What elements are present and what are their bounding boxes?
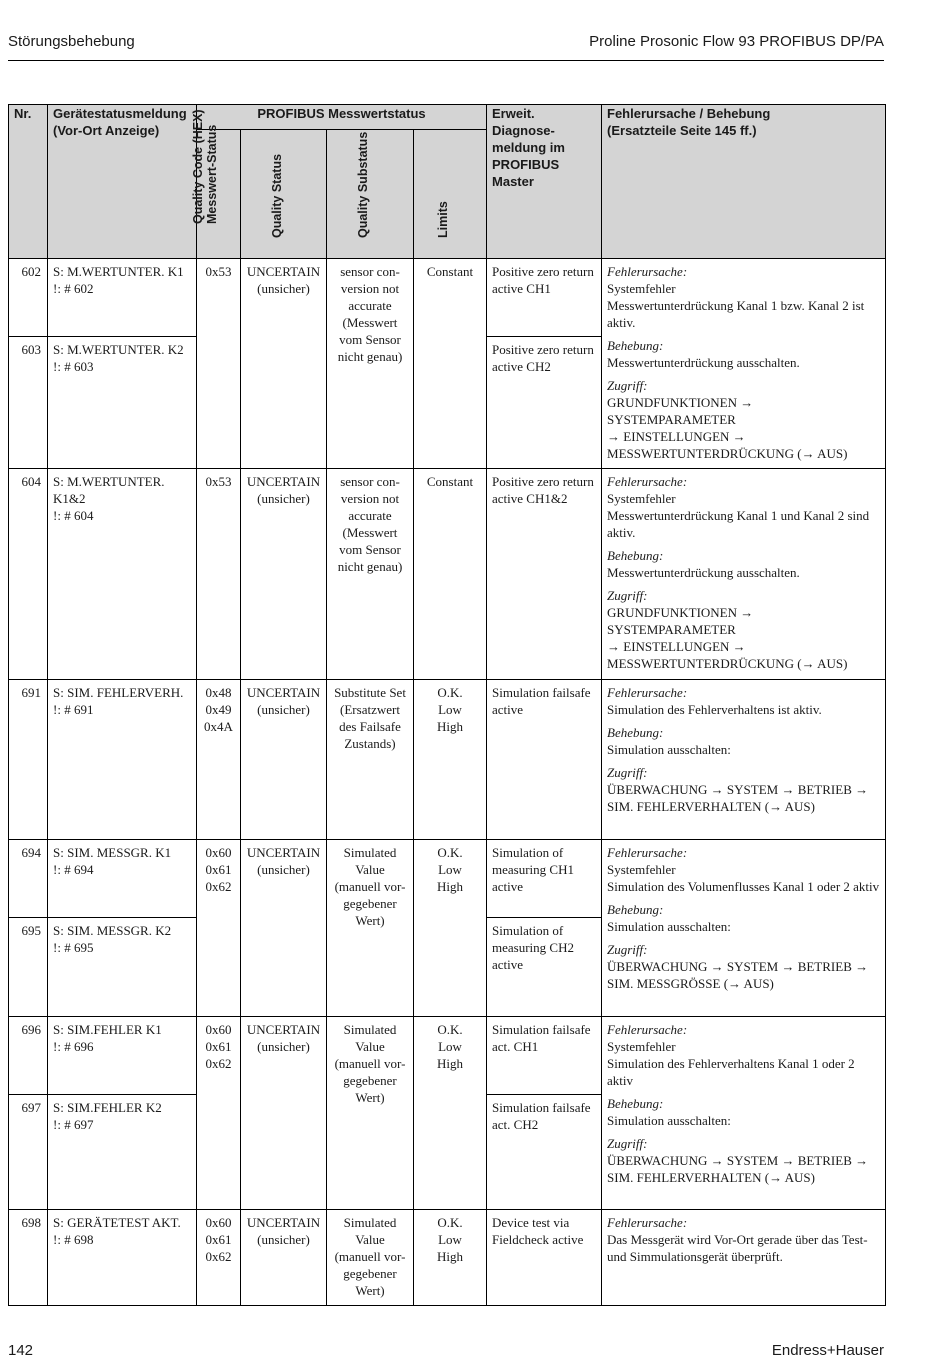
- quality-substatus: sensor con- version not accurate (Messwert vom Sensor nicht genau): [327, 259, 414, 469]
- diagnosis-table: [8, 104, 886, 1306]
- page-number: 142: [8, 1342, 34, 1359]
- row-number: 694: [9, 840, 48, 918]
- diagnosis-message: Positive zero return active CH1: [487, 259, 602, 337]
- quality-code: 0x60 0x61 0x62: [197, 1017, 241, 1210]
- table-row: [9, 1017, 886, 1095]
- brand-name: Endress+Hauser: [771, 1342, 884, 1359]
- quality-code: 0x60 0x61 0x62: [197, 1210, 241, 1306]
- header-quality-code: Quality Code (HEX) Messwert-Status: [197, 130, 241, 259]
- page-header: [8, 30, 884, 61]
- row-number: 696: [9, 1017, 48, 1095]
- cause-remedy: Fehlerursache: Systemfehler Messwertunterdrückung Kanal 1 und Kanal 2 sind aktiv. Behebung: Messwertunterdrückung ausschalten. Zugriff: GRUNDFUNKTIONEN → SYSTEMPARAMETER → EINSTELLUNGEN → MESSWERTUNTERDRÜCKUNG (→ AUS): [602, 469, 886, 680]
- header-cause-remedy: Fehlerursache / Behebung (Ersatzteile Seite 145 ff.): [602, 105, 886, 259]
- limits: O.K. Low High: [414, 1210, 487, 1306]
- status-message: S: M.WERTUNTER. K1 !: # 602: [48, 259, 197, 337]
- row-number: 695: [9, 918, 48, 1017]
- diagnosis-message: Positive zero return active CH1&2: [487, 469, 602, 680]
- table-row: [9, 840, 886, 918]
- limits: Constant: [414, 259, 487, 469]
- row-number: 602: [9, 259, 48, 337]
- cause-remedy: Fehlerursache: Systemfehler Simulation des Fehlerverhaltens Kanal 1 oder 2 aktiv Behebung: Simulation ausschalten: Zugriff: ÜBERWACHUNG → SYSTEM → BETRIEB → SIM. FEHLERVERHALTEN (→ AUS): [602, 1017, 886, 1210]
- status-message: S: SIM. MESSGR. K1 !: # 694: [48, 840, 197, 918]
- header-row-1: [9, 105, 886, 130]
- quality-status: UNCERTAIN (unsicher): [241, 259, 327, 469]
- cause-remedy: Fehlerursache: Das Messgerät wird Vor-Ort gerade über das Test- und Simmulationsgerät überprüft.: [602, 1210, 886, 1306]
- limits: O.K. Low High: [414, 680, 487, 840]
- cause-remedy: Fehlerursache: Systemfehler Messwertunterdrückung Kanal 1 bzw. Kanal 2 ist aktiv. Behebung: Messwertunterdrückung ausschalten. Zugriff: GRUNDFUNKTIONEN → SYSTEMPARAMETER → EINSTELLUNGEN → MESSWERTUNTERDRÜCKUNG (→ AUS): [602, 259, 886, 469]
- table-row: [9, 1210, 886, 1306]
- quality-substatus: Simulated Value (manuell vor- gegebener Wert): [327, 1210, 414, 1306]
- limits: Constant: [414, 469, 487, 680]
- quality-status: UNCERTAIN (unsicher): [241, 1210, 327, 1306]
- header-limits: Limits: [414, 130, 487, 259]
- document-title: Proline Prosonic Flow 93 PROFIBUS DP/PA: [589, 33, 884, 50]
- header-quality-substatus: Quality Substatus: [327, 130, 414, 259]
- table-row: [9, 680, 886, 840]
- quality-substatus: Substitute Set (Ersatzwert des Failsafe Zustands): [327, 680, 414, 840]
- row-number: 698: [9, 1210, 48, 1306]
- row-number: 697: [9, 1095, 48, 1210]
- quality-substatus: Simulated Value (manuell vor- gegebener Wert): [327, 840, 414, 1017]
- diagnosis-message: Simulation of measuring CH1 active: [487, 840, 602, 918]
- status-message: S: GERÄTETEST AKT. !: # 698: [48, 1210, 197, 1306]
- quality-status: UNCERTAIN (unsicher): [241, 469, 327, 680]
- header-status-message: Gerätestatusmeldung (Vor-Ort Anzeige): [48, 105, 197, 259]
- diagnosis-message: Simulation failsafe act. CH1: [487, 1017, 602, 1095]
- row-number: 691: [9, 680, 48, 840]
- status-message: S: M.WERTUNTER. K2 !: # 603: [48, 337, 197, 469]
- diagnosis-message: Positive zero return active CH2: [487, 337, 602, 469]
- row-number: 604: [9, 469, 48, 680]
- quality-status: UNCERTAIN (unsicher): [241, 680, 327, 840]
- quality-code: 0x53: [197, 259, 241, 469]
- quality-code: 0x60 0x61 0x62: [197, 840, 241, 1017]
- header-profibus-group: PROFIBUS Messwertstatus: [197, 105, 487, 130]
- diagnosis-message: Simulation failsafe act. CH2: [487, 1095, 602, 1210]
- quality-status: UNCERTAIN (unsicher): [241, 840, 327, 1017]
- header-nr: Nr.: [9, 105, 48, 259]
- page-footer: [8, 1340, 884, 1362]
- diagnosis-message: Simulation failsafe active: [487, 680, 602, 840]
- quality-status: UNCERTAIN (unsicher): [241, 1017, 327, 1210]
- status-message: S: SIM. MESSGR. K2 !: # 695: [48, 918, 197, 1017]
- limits: O.K. Low High: [414, 1017, 487, 1210]
- cause-remedy: Fehlerursache: Simulation des Fehlerverhaltens ist aktiv. Behebung: Simulation ausschalten: Zugriff: ÜBERWACHUNG → SYSTEM → BETRIEB → SIM. FEHLERVERHALTEN (→ AUS): [602, 680, 886, 840]
- table-row: [9, 469, 886, 680]
- row-number: 603: [9, 337, 48, 469]
- header-quality-status: Quality Status: [241, 130, 327, 259]
- header-extended-diagnosis: Erweit. Diagnose- meldung im PROFIBUS Master: [487, 105, 602, 259]
- quality-code: 0x48 0x49 0x4A: [197, 680, 241, 840]
- quality-substatus: sensor con- version not accurate (Messwert vom Sensor nicht genau): [327, 469, 414, 680]
- status-message: S: SIM.FEHLER K2 !: # 697: [48, 1095, 197, 1210]
- quality-code: 0x53: [197, 469, 241, 680]
- status-message: S: SIM.FEHLER K1 !: # 696: [48, 1017, 197, 1095]
- cause-remedy: Fehlerursache: Systemfehler Simulation des Volumenflusses Kanal 1 oder 2 aktiv Behebung: Simulation ausschalten: Zugriff: ÜBERWACHUNG → SYSTEM → BETRIEB → SIM. MESSGRÖSSE (→ AUS): [602, 840, 886, 1017]
- table-row: [9, 259, 886, 337]
- quality-substatus: Simulated Value (manuell vor- gegebener Wert): [327, 1017, 414, 1210]
- section-title: Störungsbehebung: [8, 33, 135, 50]
- diagnosis-message: Simulation of measuring CH2 active: [487, 918, 602, 1017]
- limits: O.K. Low High: [414, 840, 487, 1017]
- diagnosis-message: Device test via Fieldcheck active: [487, 1210, 602, 1306]
- status-message: S: SIM. FEHLERVERH. !: # 691: [48, 680, 197, 840]
- status-message: S: M.WERTUNTER. K1&2 !: # 604: [48, 469, 197, 680]
